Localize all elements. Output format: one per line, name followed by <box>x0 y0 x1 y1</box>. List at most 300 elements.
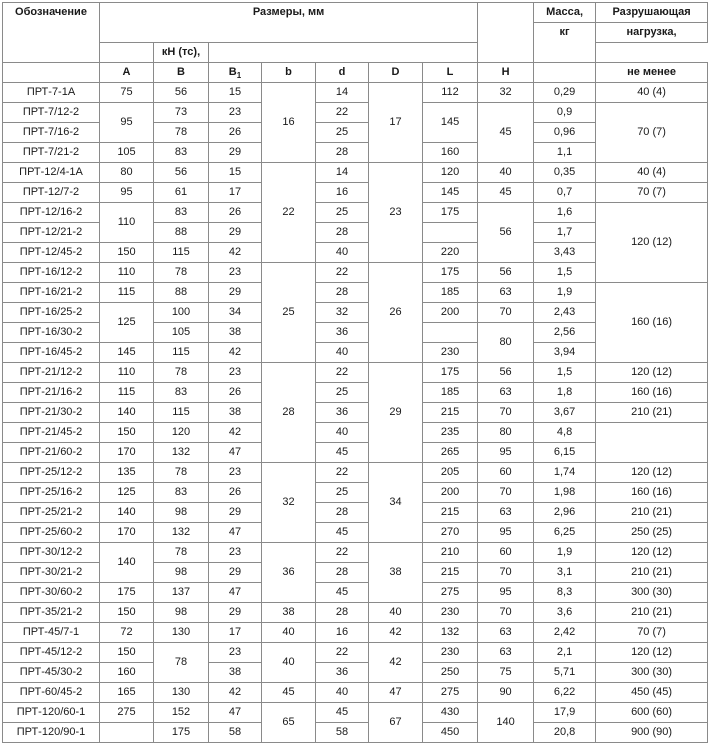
cell-load: 120 (12) <box>596 363 708 383</box>
cell-b1: 29 <box>209 283 262 303</box>
header-mass-line1: Масса, <box>534 3 596 23</box>
cell-h: 60 <box>478 543 534 563</box>
cell-a: 110 <box>100 263 154 283</box>
cell-d: 28 <box>316 143 369 163</box>
cell-d: 45 <box>316 703 369 723</box>
cell-mass: 5,71 <box>534 663 596 683</box>
cell-mass: 0,7 <box>534 183 596 203</box>
cell-b1: 26 <box>209 123 262 143</box>
cell-d: 42 <box>369 623 423 643</box>
cell-load: 600 (60) <box>596 703 708 723</box>
cell-load <box>596 423 708 463</box>
cell-load: 300 (30) <box>596 663 708 683</box>
cell-b1: 47 <box>209 443 262 463</box>
header-h-blank <box>478 3 534 63</box>
cell-b: 130 <box>154 623 209 643</box>
cell-b: 115 <box>154 403 209 423</box>
cell-l: 175 <box>423 263 478 283</box>
cell-d: 22 <box>316 643 369 663</box>
cell-a: 110 <box>100 363 154 383</box>
table-row <box>3 103 708 123</box>
cell-l: 250 <box>423 663 478 683</box>
cell-d: 25 <box>316 383 369 403</box>
cell-b: 100 <box>154 303 209 323</box>
cell-h: 63 <box>478 643 534 663</box>
cell-b: 78 <box>154 463 209 483</box>
cell-b1: 29 <box>209 603 262 623</box>
cell-b1: 23 <box>209 643 262 663</box>
cell-d: 42 <box>369 643 423 683</box>
cell-a: 175 <box>100 583 154 603</box>
cell-l: 275 <box>423 683 478 703</box>
cell-name: ПРТ-25/12-2 <box>3 463 100 483</box>
cell-d: 16 <box>316 623 369 643</box>
cell-name: ПРТ-21/16-2 <box>3 383 100 403</box>
header-dimensions: Размеры, мм <box>100 3 478 43</box>
cell-mass: 2,42 <box>534 623 596 643</box>
cell-d: 40 <box>316 423 369 443</box>
cell-d: 23 <box>369 163 423 263</box>
cell-l: 430 <box>423 703 478 723</box>
cell-b: 98 <box>154 603 209 623</box>
cell-d: 25 <box>316 483 369 503</box>
cell-load: 300 (30) <box>596 583 708 603</box>
cell-name: ПРТ-21/60-2 <box>3 443 100 463</box>
table-row <box>3 363 708 383</box>
cell-h: 63 <box>478 623 534 643</box>
cell-load: 250 (25) <box>596 523 708 543</box>
cell-d: 28 <box>316 603 369 623</box>
cell-b: 78 <box>154 123 209 143</box>
table-row <box>3 683 708 703</box>
cell-a: 75 <box>100 83 154 103</box>
cell-b1: 26 <box>209 203 262 223</box>
cell-name: ПРТ-12/16-2 <box>3 203 100 223</box>
table-row <box>3 523 708 543</box>
cell-b: 61 <box>154 183 209 203</box>
cell-h: 56 <box>478 363 534 383</box>
cell-mass: 1,5 <box>534 263 596 283</box>
cell-b: 105 <box>154 323 209 343</box>
cell-d: 40 <box>369 603 423 623</box>
cell-b: 83 <box>154 483 209 503</box>
cell-d: 22 <box>316 103 369 123</box>
cell-d: 34 <box>369 463 423 543</box>
cell-b: 83 <box>154 143 209 163</box>
cell-l: 220 <box>423 243 478 263</box>
cell-d: 14 <box>316 163 369 183</box>
cell-mass: 20,8 <box>534 723 596 743</box>
cell-d: 40 <box>316 683 369 703</box>
cell-name: ПРТ-21/12-2 <box>3 363 100 383</box>
cell-load: 70 (7) <box>596 623 708 643</box>
cell-mass: 1,7 <box>534 223 596 243</box>
cell-l: 215 <box>423 503 478 523</box>
cell-name: ПРТ-30/21-2 <box>3 563 100 583</box>
cell-name: ПРТ-7/21-2 <box>3 143 100 163</box>
cell-l: 235 <box>423 423 478 443</box>
table-row <box>3 463 708 483</box>
cell-b: 25 <box>262 263 316 363</box>
cell-name: ПРТ-16/25-2 <box>3 303 100 323</box>
cell-mass: 17,9 <box>534 703 596 723</box>
cell-d: 45 <box>316 583 369 603</box>
cell-l: 145 <box>423 183 478 203</box>
cell-b1: 58 <box>209 723 262 743</box>
cell-a: 165 <box>100 683 154 703</box>
cell-a: 140 <box>100 543 154 583</box>
cell-b: 56 <box>154 163 209 183</box>
cell-load: 160 (16) <box>596 283 708 363</box>
cell-d: 22 <box>316 363 369 383</box>
cell-b: 56 <box>154 83 209 103</box>
cell-h: 60 <box>478 463 534 483</box>
cell-a: 140 <box>100 403 154 423</box>
cell-mass: 6,22 <box>534 683 596 703</box>
cell-load: 120 (12) <box>596 203 708 283</box>
cell-b1: 29 <box>209 143 262 163</box>
cell-mass: 1,1 <box>534 143 596 163</box>
cell-h: 95 <box>478 443 534 463</box>
cell-load: 210 (21) <box>596 503 708 523</box>
cell-h: 80 <box>478 323 534 363</box>
cell-b: 16 <box>262 83 316 163</box>
col-header-a: A <box>100 63 154 83</box>
cell-h: 32 <box>478 83 534 103</box>
cell-l: 265 <box>423 443 478 463</box>
cell-b1: 29 <box>209 223 262 243</box>
cell-b: 28 <box>262 363 316 463</box>
cell-h: 80 <box>478 423 534 443</box>
cell-d: 36 <box>316 663 369 683</box>
cell-l: 175 <box>423 203 478 223</box>
cell-a: 110 <box>100 203 154 243</box>
cell-b: 88 <box>154 223 209 243</box>
cell-b1: 15 <box>209 163 262 183</box>
cell-b1: 47 <box>209 523 262 543</box>
table-row <box>3 723 708 743</box>
cell-b: 120 <box>154 423 209 443</box>
cell-name: ПРТ-120/90-1 <box>3 723 100 743</box>
cell-b1: 38 <box>209 323 262 343</box>
cell-a: 95 <box>100 183 154 203</box>
cell-a: 115 <box>100 383 154 403</box>
cell-name: ПРТ-16/30-2 <box>3 323 100 343</box>
cell-name: ПРТ-45/12-2 <box>3 643 100 663</box>
cell-a <box>100 723 154 743</box>
cell-a: 150 <box>100 423 154 443</box>
cell-b: 78 <box>154 363 209 383</box>
cell-d: 14 <box>316 83 369 103</box>
col-header-l: L <box>423 63 478 83</box>
cell-mass: 4,8 <box>534 423 596 443</box>
cell-h: 95 <box>478 583 534 603</box>
cell-l: 200 <box>423 303 478 323</box>
cell-mass: 0,96 <box>534 123 596 143</box>
table-row <box>3 183 708 203</box>
col-header-b1: $B_1$ <box>209 63 262 83</box>
cell-b: 78 <box>154 263 209 283</box>
cell-a: 160 <box>100 663 154 683</box>
cell-a: 170 <box>100 523 154 543</box>
cell-a: 115 <box>100 283 154 303</box>
cell-h: 45 <box>478 103 534 163</box>
cell-name: ПРТ-12/7-2 <box>3 183 100 203</box>
cell-b: 65 <box>262 703 316 743</box>
cell-d: 17 <box>369 83 423 163</box>
cell-name: ПРТ-25/16-2 <box>3 483 100 503</box>
cell-d: 28 <box>316 503 369 523</box>
table-row <box>3 483 708 503</box>
cell-a: 150 <box>100 603 154 623</box>
cell-b: 40 <box>262 623 316 643</box>
cell-name: ПРТ-16/45-2 <box>3 343 100 363</box>
cell-mass: 2,43 <box>534 303 596 323</box>
cell-mass: 1,5 <box>534 363 596 383</box>
col-header-b-upper: B <box>154 63 209 83</box>
cell-h: 70 <box>478 303 534 323</box>
col-header-mass-blank <box>534 63 596 83</box>
cell-a: 145 <box>100 343 154 363</box>
cell-b: 132 <box>154 443 209 463</box>
cell-b: 175 <box>154 723 209 743</box>
cell-b1: 29 <box>209 563 262 583</box>
cell-name: ПРТ-30/12-2 <box>3 543 100 563</box>
cell-name: ПРТ-7/12-2 <box>3 103 100 123</box>
cell-l: 132 <box>423 623 478 643</box>
cell-b: 38 <box>262 603 316 623</box>
cell-l: 185 <box>423 383 478 403</box>
cell-b: 88 <box>154 283 209 303</box>
cell-load: 120 (12) <box>596 543 708 563</box>
cell-b: 36 <box>262 543 316 603</box>
cell-h: 56 <box>478 263 534 283</box>
cell-h: 45 <box>478 183 534 203</box>
cell-mass: 2,96 <box>534 503 596 523</box>
cell-mass: 1,98 <box>534 483 596 503</box>
cell-d: 26 <box>369 263 423 363</box>
table-row <box>3 403 708 423</box>
cell-d: 28 <box>316 283 369 303</box>
cell-load: 40 (4) <box>596 163 708 183</box>
cell-b1: 23 <box>209 463 262 483</box>
cell-load: 900 (90) <box>596 723 708 743</box>
cell-a: 95 <box>100 103 154 143</box>
cell-a: 135 <box>100 463 154 483</box>
cell-l: 210 <box>423 543 478 563</box>
cell-b1: 38 <box>209 403 262 423</box>
cell-mass: 3,6 <box>534 603 596 623</box>
cell-b1: 29 <box>209 503 262 523</box>
cell-d: 36 <box>316 323 369 343</box>
cell-name: ПРТ-12/4-1А <box>3 163 100 183</box>
table-body <box>3 83 708 743</box>
cell-l: 205 <box>423 463 478 483</box>
cell-load: 40 (4) <box>596 83 708 103</box>
cell-b: 83 <box>154 203 209 223</box>
cell-l: 230 <box>423 643 478 663</box>
cell-name: ПРТ-7/16-2 <box>3 123 100 143</box>
cell-d: 22 <box>316 463 369 483</box>
cell-mass: 1,6 <box>534 203 596 223</box>
header-load-line1: Разрушающая <box>596 3 708 23</box>
cell-h: 75 <box>478 663 534 683</box>
cell-h: 63 <box>478 383 534 403</box>
cell-b: 83 <box>154 383 209 403</box>
cell-mass: 8,3 <box>534 583 596 603</box>
cell-name: ПРТ-21/45-2 <box>3 423 100 443</box>
table-row <box>3 623 708 643</box>
header-designation: Обозначение <box>3 3 100 63</box>
cell-d: 25 <box>316 203 369 223</box>
cell-mass: 1,74 <box>534 463 596 483</box>
cell-b1: 23 <box>209 363 262 383</box>
cell-h: 70 <box>478 403 534 423</box>
cell-h: 56 <box>478 203 534 263</box>
cell-d: 40 <box>316 343 369 363</box>
cell-b: 45 <box>262 683 316 703</box>
cell-a: 275 <box>100 703 154 723</box>
cell-name: ПРТ-45/30-2 <box>3 663 100 683</box>
table-row <box>3 503 708 523</box>
cell-d: 22 <box>316 263 369 283</box>
cell-mass: 3,67 <box>534 403 596 423</box>
cell-b: 98 <box>154 503 209 523</box>
cell-load: 120 (12) <box>596 463 708 483</box>
cell-l: 200 <box>423 483 478 503</box>
cell-b1: 23 <box>209 263 262 283</box>
cell-mass: 3,1 <box>534 563 596 583</box>
cell-d: 16 <box>316 183 369 203</box>
cell-a: 170 <box>100 443 154 463</box>
cell-l: 270 <box>423 523 478 543</box>
cell-l <box>423 223 478 243</box>
cell-b1: 15 <box>209 83 262 103</box>
cell-name: ПРТ-25/21-2 <box>3 503 100 523</box>
cell-d: 45 <box>316 523 369 543</box>
table-row <box>3 663 708 683</box>
cell-a: 125 <box>100 303 154 343</box>
cell-mass: 2,56 <box>534 323 596 343</box>
cell-d: 67 <box>369 703 423 743</box>
cell-b: 22 <box>262 163 316 263</box>
cell-b1: 34 <box>209 303 262 323</box>
col-header-b-lower: b <box>262 63 316 83</box>
cell-b: 115 <box>154 243 209 263</box>
cell-mass: 1,9 <box>534 543 596 563</box>
cell-l: 215 <box>423 403 478 423</box>
header-load-line2: нагрузка, <box>596 23 708 43</box>
cell-load: 210 (21) <box>596 403 708 423</box>
cell-mass: 0,9 <box>534 103 596 123</box>
cell-d: 28 <box>316 223 369 243</box>
header-mass-line2: кг <box>534 23 596 63</box>
table-row <box>3 163 708 183</box>
table-row <box>3 203 708 223</box>
table-row <box>3 643 708 663</box>
header-blank <box>100 43 154 63</box>
cell-d: 32 <box>316 303 369 323</box>
table-row <box>3 423 708 443</box>
cell-b1: 42 <box>209 423 262 443</box>
cell-name: ПРТ-60/45-2 <box>3 683 100 703</box>
cell-name: ПРТ-45/7-1 <box>3 623 100 643</box>
cell-l: 112 <box>423 83 478 103</box>
cell-b1: 26 <box>209 483 262 503</box>
cell-b: 137 <box>154 583 209 603</box>
cell-d: 45 <box>316 443 369 463</box>
cell-l: 450 <box>423 723 478 743</box>
cell-d: 47 <box>369 683 423 703</box>
cell-l: 160 <box>423 143 478 163</box>
cell-h: 140 <box>478 703 534 743</box>
cell-b: 78 <box>154 543 209 563</box>
cell-a: 150 <box>100 243 154 263</box>
cell-name: ПРТ-25/60-2 <box>3 523 100 543</box>
cell-name: ПРТ-35/21-2 <box>3 603 100 623</box>
cell-b1: 38 <box>209 663 262 683</box>
cell-load: 210 (21) <box>596 563 708 583</box>
cell-b: 73 <box>154 103 209 123</box>
cell-d: 28 <box>316 563 369 583</box>
cell-b: 40 <box>262 643 316 683</box>
cell-b: 130 <box>154 683 209 703</box>
cell-load: 120 (12) <box>596 643 708 663</box>
cell-name: ПРТ-16/21-2 <box>3 283 100 303</box>
cell-name: ПРТ-7-1А <box>3 83 100 103</box>
cell-d: 25 <box>316 123 369 143</box>
header-load-line3: кН (тс), <box>154 43 209 63</box>
cell-l <box>423 323 478 343</box>
cell-l: 230 <box>423 603 478 623</box>
cell-name: ПРТ-30/60-2 <box>3 583 100 603</box>
cell-load: 450 (45) <box>596 683 708 703</box>
cell-name: ПРТ-16/12-2 <box>3 263 100 283</box>
cell-h: 40 <box>478 163 534 183</box>
table-row <box>3 603 708 623</box>
col-header-d-lower: d <box>316 63 369 83</box>
cell-h: 63 <box>478 283 534 303</box>
cell-l: 120 <box>423 163 478 183</box>
cell-load: 160 (16) <box>596 383 708 403</box>
cell-mass: 2,1 <box>534 643 596 663</box>
cell-mass: 0,29 <box>534 83 596 103</box>
cell-b1: 26 <box>209 383 262 403</box>
cell-l: 275 <box>423 583 478 603</box>
cell-b1: 42 <box>209 683 262 703</box>
cell-h: 70 <box>478 603 534 623</box>
cell-d: 38 <box>369 543 423 603</box>
cell-d: 40 <box>316 243 369 263</box>
cell-h: 70 <box>478 563 534 583</box>
specification-table <box>2 2 708 743</box>
cell-b: 152 <box>154 703 209 723</box>
cell-a: 125 <box>100 483 154 503</box>
cell-b1: 42 <box>209 343 262 363</box>
cell-b1: 42 <box>209 243 262 263</box>
cell-h: 95 <box>478 523 534 543</box>
cell-a: 72 <box>100 623 154 643</box>
cell-l: 185 <box>423 283 478 303</box>
cell-mass: 1,9 <box>534 283 596 303</box>
cell-d: 29 <box>369 363 423 463</box>
cell-h: 63 <box>478 503 534 523</box>
cell-load: 70 (7) <box>596 103 708 163</box>
cell-mass: 3,43 <box>534 243 596 263</box>
cell-h: 70 <box>478 483 534 503</box>
cell-l: 145 <box>423 103 478 143</box>
cell-mass: 6,25 <box>534 523 596 543</box>
